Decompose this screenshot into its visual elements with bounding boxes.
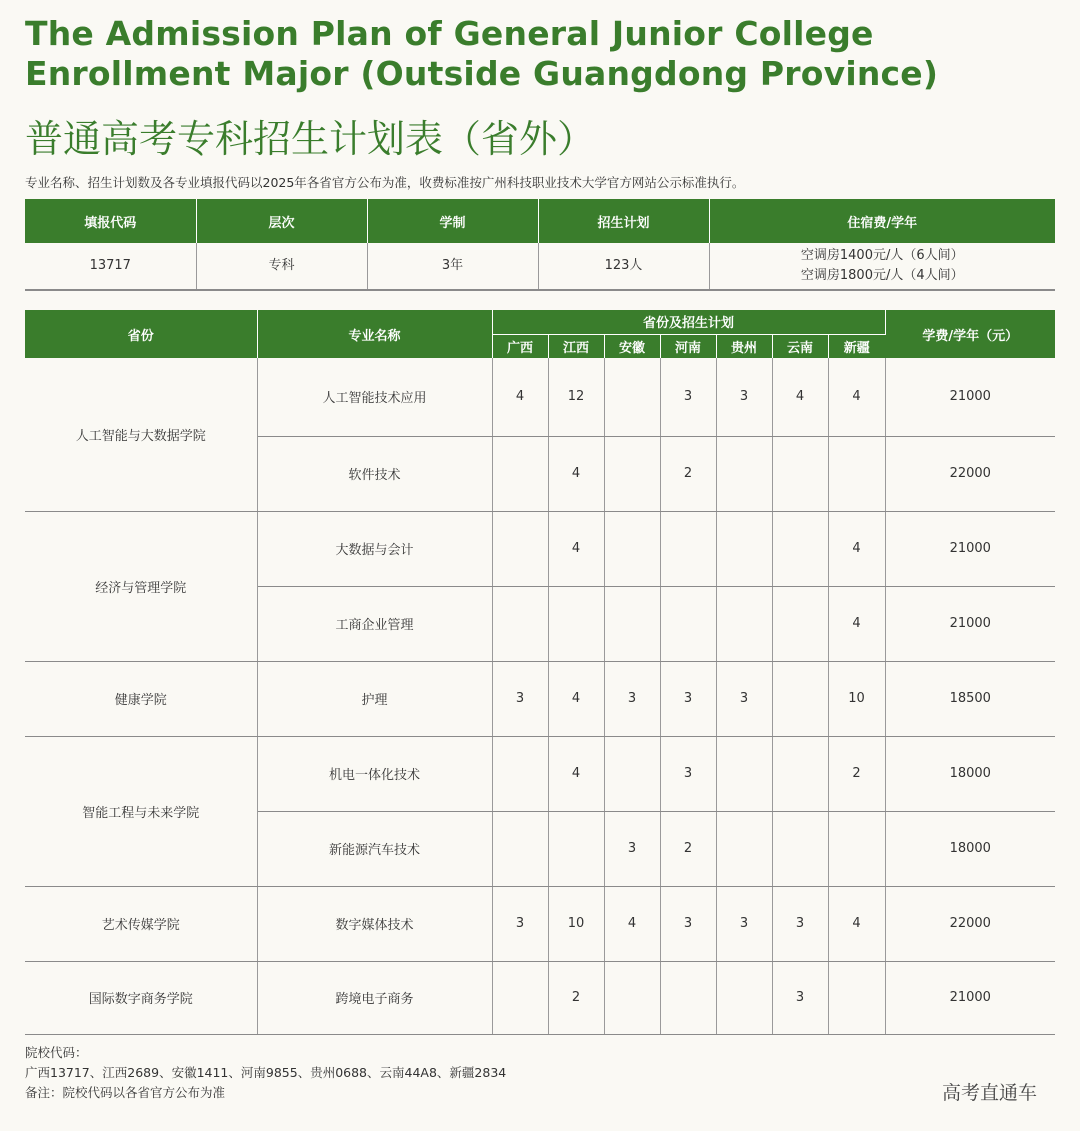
plan-count: 2	[660, 436, 716, 511]
plan-header-row	[25, 310, 1055, 334]
plan-count: 2	[660, 811, 716, 886]
plan-count	[772, 586, 828, 661]
summary-header-cell: 学制	[367, 199, 538, 243]
major-name: 数字媒体技术	[257, 886, 492, 961]
plan-count	[716, 736, 772, 811]
summary-level: 专科	[196, 243, 367, 290]
province-header-cell: 安徽	[604, 334, 660, 358]
plan-count: 10	[828, 661, 885, 736]
plan-count: 4	[828, 358, 885, 436]
footer-line-1: 院校代码：	[25, 1045, 88, 1060]
plan-count	[660, 586, 716, 661]
college-name: 健康学院	[25, 661, 257, 736]
header-fee: 学费/学年（元）	[885, 310, 1055, 358]
plan-count	[828, 436, 885, 511]
plan-count: 3	[492, 886, 548, 961]
plan-count	[716, 436, 772, 511]
major-name: 大数据与会计	[257, 511, 492, 586]
plan-count	[716, 511, 772, 586]
table-row	[25, 661, 1055, 736]
summary-dorm	[709, 243, 1055, 290]
plan-count: 3	[772, 961, 828, 1034]
table-row	[25, 961, 1055, 1034]
plan-count	[604, 586, 660, 661]
plan-count	[492, 811, 548, 886]
plan-count: 3	[660, 736, 716, 811]
plan-count: 3	[492, 661, 548, 736]
plan-count: 2	[828, 736, 885, 811]
plan-count	[604, 961, 660, 1034]
summary-header-row	[25, 199, 1055, 243]
plan-count: 4	[828, 586, 885, 661]
title-en-line-2: Enrollment Major (Outside Guangdong Province)	[25, 54, 939, 93]
college-name: 艺术传媒学院	[25, 886, 257, 961]
summary-header-cell: 招生计划	[538, 199, 709, 243]
plan-count	[828, 811, 885, 886]
plan-count: 4	[828, 886, 885, 961]
summary-header-cell: 填报代码	[25, 199, 196, 243]
plan-count	[548, 811, 604, 886]
plan-count: 4	[548, 661, 604, 736]
plan-count	[604, 511, 660, 586]
summary-header-cell: 住宿费/学年	[709, 199, 1055, 243]
plan-count: 3	[716, 358, 772, 436]
dorm-line-1: 空调房1400元/人（6人间）	[800, 248, 964, 263]
watermark: 高考直通车	[942, 1082, 1038, 1104]
dorm-line-2: 空调房1800元/人（4人间）	[800, 268, 964, 283]
plan-count: 4	[492, 358, 548, 436]
plan-count	[716, 811, 772, 886]
plan-count: 4	[828, 511, 885, 586]
tuition-fee: 18000	[885, 736, 1055, 811]
plan-count	[716, 586, 772, 661]
college-name: 智能工程与未来学院	[25, 736, 257, 886]
tuition-fee: 21000	[885, 511, 1055, 586]
summary-table	[25, 199, 1055, 291]
plan-count: 3	[772, 886, 828, 961]
plan-count: 4	[604, 886, 660, 961]
summary-code: 13717	[25, 243, 196, 290]
summary-duration: 3年	[367, 243, 538, 290]
plan-count: 10	[548, 886, 604, 961]
major-name: 工商企业管理	[257, 586, 492, 661]
college-name: 人工智能与大数据学院	[25, 358, 257, 511]
major-name: 机电一体化技术	[257, 736, 492, 811]
plan-count: 3	[604, 811, 660, 886]
plan-count	[492, 586, 548, 661]
footer-line-2: 广西13717、江西2689、安徽1411、河南9855、贵州0688、云南44A8、新疆2834	[25, 1065, 507, 1080]
province-header-cell: 贵州	[716, 334, 772, 358]
tuition-fee: 18000	[885, 811, 1055, 886]
plan-count	[492, 736, 548, 811]
tuition-fee: 21000	[885, 961, 1055, 1034]
plan-count: 4	[548, 511, 604, 586]
plan-count	[772, 811, 828, 886]
province-header-cell: 新疆	[828, 334, 885, 358]
top-note: 专业名称、招生计划数及各专业填报代码以2025年各省官方公布为准，收费标准按广州科技职业技术大学官方网站公示标准执行。	[25, 175, 745, 190]
plan-count	[492, 436, 548, 511]
table-row	[25, 511, 1055, 586]
plan-count	[548, 586, 604, 661]
plan-count	[660, 961, 716, 1034]
plan-count: 4	[548, 436, 604, 511]
header-province: 省份	[25, 310, 257, 358]
plan-count	[604, 736, 660, 811]
plan-count: 12	[548, 358, 604, 436]
tuition-fee: 22000	[885, 886, 1055, 961]
plan-count	[772, 436, 828, 511]
table-row	[25, 358, 1055, 436]
college-name: 国际数字商务学院	[25, 961, 257, 1034]
footer-notes	[25, 1043, 506, 1103]
plan-count	[604, 358, 660, 436]
tuition-fee: 22000	[885, 436, 1055, 511]
footer-line-3: 备注：院校代码以各省官方公布为准	[25, 1085, 226, 1100]
plan-count: 4	[772, 358, 828, 436]
plan-count	[660, 511, 716, 586]
province-header-cell: 云南	[772, 334, 828, 358]
plan-count: 3	[716, 661, 772, 736]
table-row	[25, 736, 1055, 811]
plan-count	[716, 961, 772, 1034]
plan-count	[828, 961, 885, 1034]
table-row	[25, 886, 1055, 961]
tuition-fee: 21000	[885, 358, 1055, 436]
plan-count: 3	[716, 886, 772, 961]
plan-table-body	[25, 358, 1055, 1034]
plan-count	[772, 736, 828, 811]
major-name: 跨境电子商务	[257, 961, 492, 1034]
summary-row	[25, 243, 1055, 290]
plan-count: 3	[660, 886, 716, 961]
summary-plan: 123人	[538, 243, 709, 290]
page-title-chinese: 普通高考专科招生计划表（省外）	[25, 117, 596, 161]
college-name: 经济与管理学院	[25, 511, 257, 661]
plan-count: 2	[548, 961, 604, 1034]
summary-header-cell: 层次	[196, 199, 367, 243]
plan-count: 3	[604, 661, 660, 736]
major-name: 软件技术	[257, 436, 492, 511]
plan-count: 4	[548, 736, 604, 811]
tuition-fee: 21000	[885, 586, 1055, 661]
page-title-english	[25, 14, 938, 94]
province-header-cell: 江西	[548, 334, 604, 358]
tuition-fee: 18500	[885, 661, 1055, 736]
plan-count	[492, 961, 548, 1034]
header-province-group: 省份及招生计划	[492, 310, 885, 334]
title-en-line-1: The Admission Plan of General Junior College	[25, 14, 874, 53]
province-header-cell: 广西	[492, 334, 548, 358]
plan-count	[772, 511, 828, 586]
major-name: 护理	[257, 661, 492, 736]
plan-table	[25, 310, 1055, 1035]
major-name: 新能源汽车技术	[257, 811, 492, 886]
plan-count	[492, 511, 548, 586]
plan-count	[604, 436, 660, 511]
plan-count	[772, 661, 828, 736]
major-name: 人工智能技术应用	[257, 358, 492, 436]
plan-count: 3	[660, 358, 716, 436]
plan-count: 3	[660, 661, 716, 736]
province-header-cell: 河南	[660, 334, 716, 358]
header-major: 专业名称	[257, 310, 492, 358]
